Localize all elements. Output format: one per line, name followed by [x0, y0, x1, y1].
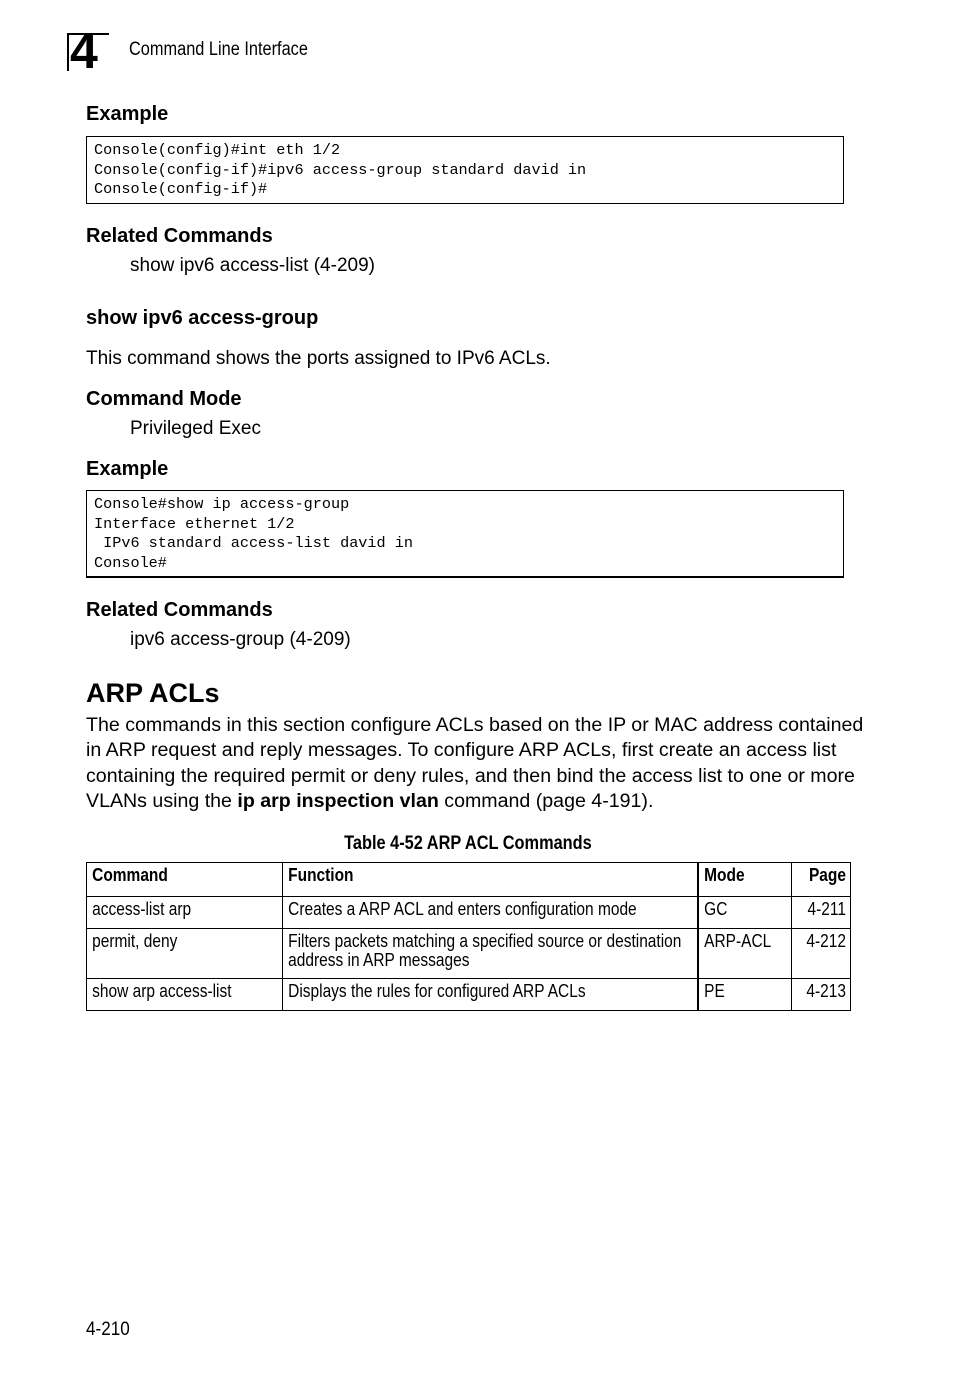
command-description: This command shows the ports assigned to IPv6 ACLs. [86, 348, 551, 369]
command-mode-value: Privileged Exec [130, 418, 261, 439]
cell-function [283, 979, 698, 1011]
column-header-function [283, 863, 698, 897]
cell-text: Creates a ARP ACL and enters configuration mode [288, 899, 637, 919]
cell-mode [698, 979, 792, 1011]
cell-text: access-list arp [92, 899, 192, 919]
cell-text: Displays the rules for configured ARP ACLs [288, 981, 586, 1001]
command-heading: show ipv6 access-group [86, 307, 319, 329]
running-header-title: Command Line Interface [129, 39, 308, 60]
cell-page [792, 979, 851, 1011]
cell-command [87, 897, 283, 929]
header-text: Page [808, 865, 846, 885]
cell-mode [698, 897, 792, 929]
cell-text: GC [703, 899, 727, 919]
example-heading: Example [86, 103, 169, 125]
cell-text: 4-213 [806, 981, 846, 1001]
code-example-2: Console#show ip access-group Interface ethernet 1/2 IPv6 standard access-list david in Console# [86, 490, 844, 578]
column-header-command [87, 863, 283, 897]
table-caption [86, 832, 849, 856]
paragraph-text: The commands in this section configure ACLs based on the IP or MAC address contained in ARP request and reply messages. To configure ARP ACLs, first create an access list containing the required permit or deny rules, and then bind the access list to one or more VLANs using the [86, 714, 864, 812]
cell-text: ARP-ACL [703, 931, 771, 951]
related-commands-heading: Related Commands [86, 599, 273, 621]
cell-text: permit, deny [92, 931, 178, 951]
chapter-number: 4 [70, 23, 98, 79]
table-row [87, 897, 851, 929]
command-mode-heading: Command Mode [86, 388, 242, 410]
cell-text: 4-211 [807, 899, 846, 919]
page-number: 4-210 [86, 1319, 130, 1340]
cell-text: show arp access-list [92, 981, 232, 1001]
cell-text: PE [703, 981, 725, 1001]
cell-function [283, 897, 698, 929]
cell-mode [698, 929, 792, 979]
cell-command [87, 929, 283, 979]
header-text: Mode [703, 865, 745, 885]
column-header-page [792, 863, 851, 897]
cell-command [87, 979, 283, 1011]
column-header-mode [698, 863, 792, 897]
header-text: Function [288, 865, 354, 885]
table-row [87, 929, 851, 979]
table-row [87, 979, 851, 1011]
table-header-row [87, 863, 851, 897]
cell-function [283, 929, 698, 979]
cell-page [792, 897, 851, 929]
cell-text: Filters packets matching a specified source or destination address in ARP messages [288, 931, 682, 970]
example-heading: Example [86, 458, 169, 480]
section-title: ARP ACLs [86, 678, 220, 708]
cell-text: 4-212 [806, 931, 846, 951]
paragraph-text-end: command (page 4-191). [438, 789, 654, 812]
related-commands-heading: Related Commands [86, 225, 273, 247]
arp-acl-commands-table [86, 862, 851, 1011]
related-command-link: ipv6 access-group (4-209) [130, 629, 351, 650]
section-paragraph [86, 713, 866, 814]
cell-page [792, 929, 851, 979]
table-caption-text: Table 4-52 ARP ACL Commands [343, 833, 592, 854]
header-text: Command [92, 865, 168, 885]
paragraph-command-reference: ip arp inspection vlan [237, 789, 439, 812]
related-command-link: show ipv6 access-list (4-209) [130, 255, 375, 276]
code-example-1: Console(config)#int eth 1/2 Console(config-if)#ipv6 access-group standard david in Console(config-if)# [86, 136, 844, 204]
